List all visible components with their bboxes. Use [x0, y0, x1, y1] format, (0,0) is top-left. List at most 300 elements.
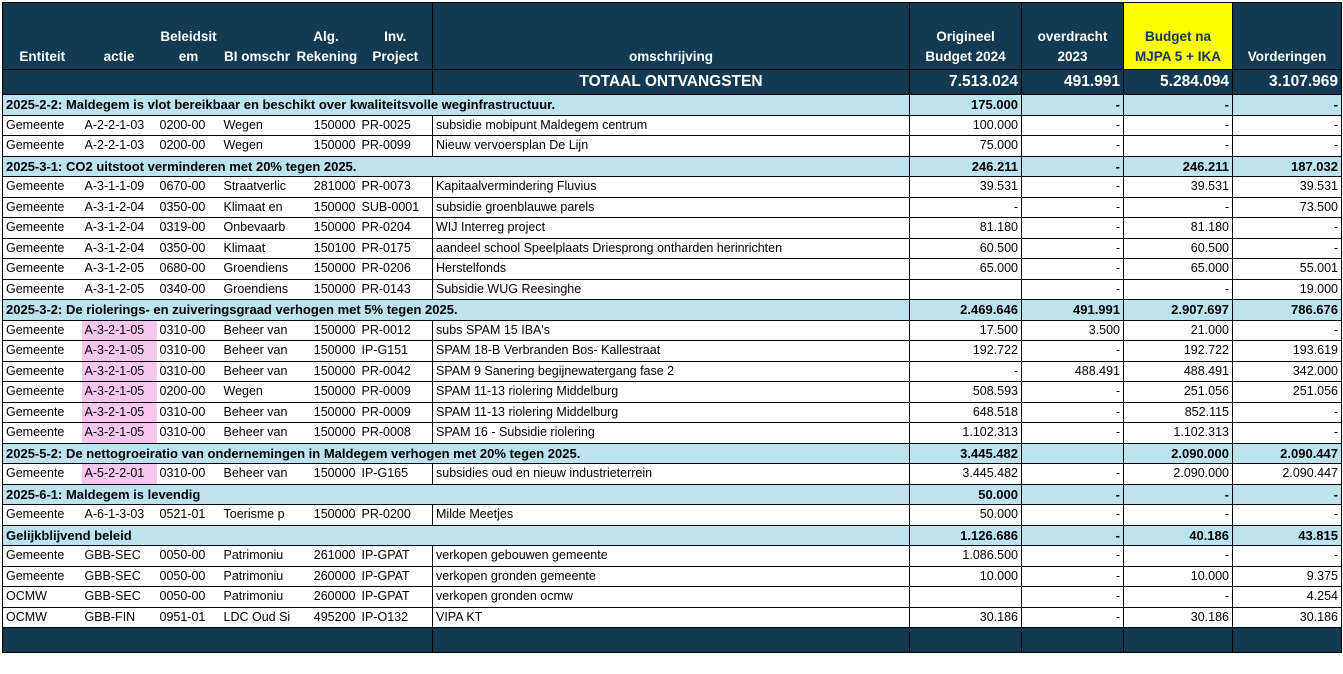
cell-inv-project[interactable]: PR-0012 [359, 320, 433, 341]
cell-actie[interactable]: A-3-1-2-05 [82, 279, 157, 300]
cell-omschrijving[interactable]: SPAM 11-13 riolering Middelburg [433, 402, 910, 423]
section-origineel[interactable]: 2.469.646 [910, 300, 1022, 321]
col-header-beleidsitem[interactable]: Beleidsit em [157, 3, 221, 70]
cell-actie[interactable]: A-3-1-2-04 [82, 197, 157, 218]
cell-bi-omschr[interactable]: Wegen [221, 382, 294, 403]
table-row [3, 587, 1342, 608]
cell-vorderingen[interactable]: 19.000 [1233, 279, 1342, 300]
section-vorderingen[interactable]: 2.090.447 [1233, 443, 1342, 464]
section-title[interactable]: 2025-6-1: Maldegem is levendig [3, 484, 910, 505]
cell-actie[interactable]: A-5-2-2-01 [82, 464, 157, 485]
col-header-actie[interactable]: actie [82, 3, 157, 70]
cell-budget[interactable]: 10.000 [1124, 566, 1233, 587]
cell-bi-omschr[interactable]: Patrimoniu [221, 587, 294, 608]
cell-alg-rekening[interactable]: 260000 [294, 587, 359, 608]
cell-origineel[interactable]: 50.000 [910, 505, 1022, 526]
cell-entiteit[interactable]: Gemeente [3, 259, 82, 280]
section-origineel[interactable]: 50.000 [910, 484, 1022, 505]
cell-origineel[interactable]: 81.180 [910, 218, 1022, 239]
footer-cell[interactable] [1124, 628, 1233, 653]
section-budget[interactable]: 246.211 [1124, 156, 1233, 177]
cell-omschrijving[interactable]: SPAM 18-B Verbranden Bos- Kallestraat [433, 341, 910, 362]
cell-bi-omschr[interactable]: Onbevaarb [221, 218, 294, 239]
cell-budget[interactable]: 488.491 [1124, 361, 1233, 382]
cell-vorderingen[interactable]: 251.056 [1233, 382, 1342, 403]
cell-actie[interactable]: GBB-SEC [82, 566, 157, 587]
section-overdracht[interactable]: - [1022, 525, 1124, 546]
cell-origineel[interactable]: 508.593 [910, 382, 1022, 403]
cell-overdracht[interactable]: - [1022, 341, 1124, 362]
section-vorderingen[interactable]: 786.676 [1233, 300, 1342, 321]
cell-omschrijving[interactable]: verkopen gronden ocmw [433, 587, 910, 608]
cell-actie[interactable]: A-2-2-1-03 [82, 115, 157, 136]
cell-budget[interactable]: 2.090.000 [1124, 464, 1233, 485]
section-header-row [3, 525, 1342, 546]
budget-table [2, 2, 1342, 653]
cell-budget[interactable]: 1.102.313 [1124, 423, 1233, 444]
cell-omschrijving[interactable]: WIJ Interreg project [433, 218, 910, 239]
cell-overdracht[interactable]: - [1022, 546, 1124, 567]
cell-origineel[interactable]: 100.000 [910, 115, 1022, 136]
cell-budget[interactable]: 21.000 [1124, 320, 1233, 341]
cell-inv-project[interactable]: PR-0025 [359, 115, 433, 136]
cell-beleidsitem[interactable]: 0310-00 [157, 423, 221, 444]
cell-actie[interactable]: GBB-SEC [82, 587, 157, 608]
cell-overdracht[interactable]: - [1022, 382, 1124, 403]
cell-inv-project[interactable]: PR-0143 [359, 279, 433, 300]
col-header-vorderingen[interactable]: Vorderingen [1233, 3, 1342, 70]
cell-bi-omschr[interactable]: Beheer van [221, 423, 294, 444]
totals-origineel[interactable]: 7.513.024 [910, 70, 1022, 95]
cell-beleidsitem[interactable]: 0050-00 [157, 566, 221, 587]
cell-origineel[interactable] [910, 587, 1022, 608]
cell-entiteit[interactable]: Gemeente [3, 423, 82, 444]
table-row [3, 136, 1342, 157]
cell-entiteit[interactable]: Gemeente [3, 238, 82, 259]
cell-actie[interactable]: A-3-2-1-05 [82, 341, 157, 362]
cell-actie[interactable]: GBB-FIN [82, 607, 157, 628]
cell-budget[interactable]: - [1124, 136, 1233, 157]
cell-beleidsitem[interactable]: 0340-00 [157, 279, 221, 300]
cell-bi-omschr[interactable]: Beheer van [221, 320, 294, 341]
cell-overdracht[interactable]: - [1022, 607, 1124, 628]
cell-omschrijving[interactable]: Herstelfonds [433, 259, 910, 280]
cell-overdracht[interactable]: - [1022, 238, 1124, 259]
cell-vorderingen[interactable]: - [1233, 238, 1342, 259]
cell-omschrijving[interactable]: SPAM 16 - Subsidie riolering [433, 423, 910, 444]
col-header-inv-project[interactable]: Inv. Project [359, 3, 433, 70]
col-header-bi-omschr[interactable]: BI omschr [221, 3, 294, 70]
cell-vorderingen[interactable]: - [1233, 115, 1342, 136]
section-budget[interactable]: - [1124, 484, 1233, 505]
cell-entiteit[interactable]: Gemeente [3, 505, 82, 526]
cell-bi-omschr[interactable]: Klimaat en [221, 197, 294, 218]
cell-origineel[interactable]: - [910, 361, 1022, 382]
cell-inv-project[interactable]: PR-0009 [359, 382, 433, 403]
section-origineel[interactable]: 246.211 [910, 156, 1022, 177]
cell-omschrijving[interactable]: SPAM 11-13 riolering Middelburg [433, 382, 910, 403]
cell-beleidsitem[interactable]: 0310-00 [157, 361, 221, 382]
cell-entiteit[interactable]: Gemeente [3, 197, 82, 218]
cell-alg-rekening[interactable]: 150000 [294, 197, 359, 218]
col-header-origineel-budget[interactable]: Origineel Budget 2024 [910, 3, 1022, 70]
cell-alg-rekening[interactable]: 150000 [294, 361, 359, 382]
budget-spreadsheet [2, 2, 1341, 653]
cell-origineel[interactable] [910, 279, 1022, 300]
totals-budget[interactable]: 5.284.094 [1124, 70, 1233, 95]
footer-row [3, 628, 1342, 653]
cell-beleidsitem[interactable]: 0200-00 [157, 115, 221, 136]
footer-cell[interactable] [1233, 628, 1342, 653]
section-header-row [3, 95, 1342, 116]
cell-vorderingen[interactable]: 55.001 [1233, 259, 1342, 280]
cell-actie[interactable]: A-3-1-1-09 [82, 177, 157, 198]
cell-bi-omschr[interactable]: Beheer van [221, 464, 294, 485]
table-row [3, 382, 1342, 403]
cell-origineel[interactable]: 3.445.482 [910, 464, 1022, 485]
cell-overdracht[interactable]: - [1022, 423, 1124, 444]
cell-alg-rekening[interactable]: 150000 [294, 423, 359, 444]
section-vorderingen[interactable]: 43.815 [1233, 525, 1342, 546]
cell-origineel[interactable]: 30.186 [910, 607, 1022, 628]
cell-beleidsitem[interactable]: 0310-00 [157, 341, 221, 362]
cell-omschrijving[interactable]: Nieuw vervoersplan De Lijn [433, 136, 910, 157]
section-budget[interactable]: - [1124, 95, 1233, 116]
cell-budget[interactable]: 30.186 [1124, 607, 1233, 628]
cell-alg-rekening[interactable]: 495200 [294, 607, 359, 628]
section-overdracht[interactable]: - [1022, 95, 1124, 116]
cell-budget[interactable]: 65.000 [1124, 259, 1233, 280]
cell-vorderingen[interactable]: 30.186 [1233, 607, 1342, 628]
cell-overdracht[interactable]: - [1022, 197, 1124, 218]
cell-origineel[interactable]: 648.518 [910, 402, 1022, 423]
footer-cell[interactable] [433, 628, 910, 653]
section-title[interactable]: 2025-2-2: Maldegem is vlot bereikbaar en beschikt over kwaliteitsvolle weginfrastructuur. [3, 95, 910, 116]
cell-beleidsitem[interactable]: 0200-00 [157, 136, 221, 157]
cell-budget[interactable]: 39.531 [1124, 177, 1233, 198]
cell-inv-project[interactable]: PR-0204 [359, 218, 433, 239]
cell-inv-project[interactable]: PR-0042 [359, 361, 433, 382]
cell-vorderingen[interactable]: 9.375 [1233, 566, 1342, 587]
cell-budget[interactable]: - [1124, 115, 1233, 136]
cell-alg-rekening[interactable]: 150000 [294, 341, 359, 362]
cell-entiteit[interactable]: Gemeente [3, 218, 82, 239]
cell-overdracht[interactable]: - [1022, 218, 1124, 239]
cell-origineel[interactable]: 17.500 [910, 320, 1022, 341]
section-overdracht[interactable] [1022, 443, 1124, 464]
section-overdracht[interactable]: - [1022, 484, 1124, 505]
cell-overdracht[interactable]: - [1022, 115, 1124, 136]
cell-omschrijving[interactable]: subsidie mobipunt Maldegem centrum [433, 115, 910, 136]
cell-beleidsitem[interactable]: 0521-01 [157, 505, 221, 526]
cell-omschrijving[interactable]: verkopen gebouwen gemeente [433, 546, 910, 567]
cell-omschrijving[interactable]: Subsidie WUG Reesinghe [433, 279, 910, 300]
cell-inv-project[interactable]: IP-G151 [359, 341, 433, 362]
cell-origineel[interactable]: 65.000 [910, 259, 1022, 280]
cell-alg-rekening[interactable]: 260000 [294, 566, 359, 587]
col-header-entiteit[interactable]: Entiteit [3, 3, 82, 70]
cell-omschrijving[interactable]: Kapitaalvermindering Fluvius [433, 177, 910, 198]
cell-entiteit[interactable]: Gemeente [3, 464, 82, 485]
footer-cell[interactable] [910, 628, 1022, 653]
table-body [3, 95, 1342, 628]
cell-omschrijving[interactable]: SPAM 9 Sanering begijnewatergang fase 2 [433, 361, 910, 382]
cell-actie[interactable]: A-3-1-2-04 [82, 218, 157, 239]
cell-beleidsitem[interactable]: 0350-00 [157, 238, 221, 259]
cell-budget[interactable]: - [1124, 505, 1233, 526]
cell-inv-project[interactable]: PR-0206 [359, 259, 433, 280]
section-budget[interactable]: 40.186 [1124, 525, 1233, 546]
section-vorderingen[interactable]: - [1233, 95, 1342, 116]
cell-inv-project[interactable]: IP-O132 [359, 607, 433, 628]
cell-vorderingen[interactable]: - [1233, 546, 1342, 567]
cell-beleidsitem[interactable]: 0310-00 [157, 320, 221, 341]
section-header-row [3, 300, 1342, 321]
cell-alg-rekening[interactable]: 150000 [294, 402, 359, 423]
section-overdracht[interactable]: 491.991 [1022, 300, 1124, 321]
cell-budget[interactable]: - [1124, 546, 1233, 567]
cell-overdracht[interactable]: - [1022, 402, 1124, 423]
cell-actie[interactable]: A-3-1-2-04 [82, 238, 157, 259]
cell-overdracht[interactable]: - [1022, 259, 1124, 280]
cell-bi-omschr[interactable]: Beheer van [221, 361, 294, 382]
cell-alg-rekening[interactable]: 150000 [294, 218, 359, 239]
cell-vorderingen[interactable]: 39.531 [1233, 177, 1342, 198]
cell-origineel[interactable]: 60.500 [910, 238, 1022, 259]
cell-alg-rekening[interactable]: 150000 [294, 259, 359, 280]
cell-entiteit[interactable]: Gemeente [3, 136, 82, 157]
cell-inv-project[interactable]: IP-GPAT [359, 546, 433, 567]
cell-inv-project[interactable]: PR-0175 [359, 238, 433, 259]
cell-beleidsitem[interactable]: 0050-00 [157, 587, 221, 608]
cell-bi-omschr[interactable]: Patrimoniu [221, 566, 294, 587]
section-origineel[interactable]: 1.126.686 [910, 525, 1022, 546]
cell-vorderingen[interactable]: 4.254 [1233, 587, 1342, 608]
cell-vorderingen[interactable]: - [1233, 320, 1342, 341]
cell-entiteit[interactable]: Gemeente [3, 361, 82, 382]
section-title[interactable]: 2025-3-2: De riolerings- en zuiveringsgraad verhogen met 5% tegen 2025. [3, 300, 910, 321]
cell-actie[interactable]: A-3-2-1-05 [82, 320, 157, 341]
table-row [3, 320, 1342, 341]
cell-alg-rekening[interactable]: 150000 [294, 505, 359, 526]
section-header-row [3, 443, 1342, 464]
cell-bi-omschr[interactable]: LDC Oud Si [221, 607, 294, 628]
cell-vorderingen[interactable]: - [1233, 402, 1342, 423]
cell-budget[interactable]: 852.115 [1124, 402, 1233, 423]
section-title[interactable]: 2025-5-2: De nettogroeiratio van ondernemingen in Maldegem verhogen met 20% tegen 2025. [3, 443, 910, 464]
footer-cell[interactable] [1022, 628, 1124, 653]
cell-overdracht[interactable]: - [1022, 587, 1124, 608]
cell-bi-omschr[interactable]: Straatverlic [221, 177, 294, 198]
cell-entiteit[interactable]: Gemeente [3, 320, 82, 341]
totals-overdracht[interactable]: 491.991 [1022, 70, 1124, 95]
totals-vorderingen[interactable]: 3.107.969 [1233, 70, 1342, 95]
cell-origineel[interactable]: - [910, 197, 1022, 218]
section-vorderingen[interactable]: - [1233, 484, 1342, 505]
cell-bi-omschr[interactable]: Wegen [221, 136, 294, 157]
cell-overdracht[interactable]: - [1022, 279, 1124, 300]
cell-beleidsitem[interactable]: 0310-00 [157, 402, 221, 423]
cell-actie[interactable]: A-3-2-1-05 [82, 382, 157, 403]
cell-alg-rekening[interactable]: 150000 [294, 136, 359, 157]
cell-entiteit[interactable]: OCMW [3, 607, 82, 628]
cell-omschrijving[interactable]: Milde Meetjes [433, 505, 910, 526]
cell-omschrijving[interactable]: subsidies oud en nieuw industrieterrein [433, 464, 910, 485]
table-row [3, 607, 1342, 628]
table-row [3, 197, 1342, 218]
table-row [3, 279, 1342, 300]
section-header-row [3, 156, 1342, 177]
cell-beleidsitem[interactable]: 0050-00 [157, 546, 221, 567]
table-row [3, 238, 1342, 259]
cell-overdracht[interactable]: - [1022, 566, 1124, 587]
cell-actie[interactable]: A-3-2-1-05 [82, 361, 157, 382]
cell-beleidsitem[interactable]: 0951-01 [157, 607, 221, 628]
cell-actie[interactable]: A-3-2-1-05 [82, 402, 157, 423]
cell-beleidsitem[interactable]: 0200-00 [157, 382, 221, 403]
cell-origineel[interactable]: 192.722 [910, 341, 1022, 362]
cell-omschrijving[interactable]: subsidie groenblauwe parels [433, 197, 910, 218]
cell-entiteit[interactable]: Gemeente [3, 382, 82, 403]
cell-alg-rekening[interactable]: 281000 [294, 177, 359, 198]
table-row [3, 259, 1342, 280]
cell-alg-rekening[interactable]: 150000 [294, 382, 359, 403]
cell-beleidsitem[interactable]: 0319-00 [157, 218, 221, 239]
cell-budget[interactable]: - [1124, 279, 1233, 300]
cell-actie[interactable]: A-3-2-1-05 [82, 423, 157, 444]
cell-bi-omschr[interactable]: Groendiens [221, 279, 294, 300]
cell-inv-project[interactable]: IP-GPAT [359, 566, 433, 587]
cell-vorderingen[interactable]: - [1233, 423, 1342, 444]
table-row [3, 402, 1342, 423]
cell-origineel[interactable]: 1.086.500 [910, 546, 1022, 567]
cell-bi-omschr[interactable]: Toerisme p [221, 505, 294, 526]
section-budget[interactable]: 2.907.697 [1124, 300, 1233, 321]
cell-bi-omschr[interactable]: Beheer van [221, 341, 294, 362]
cell-inv-project[interactable]: PR-0099 [359, 136, 433, 157]
totals-spacer-cell[interactable] [3, 70, 433, 95]
cell-beleidsitem[interactable]: 0670-00 [157, 177, 221, 198]
cell-beleidsitem[interactable]: 0350-00 [157, 197, 221, 218]
cell-vorderingen[interactable]: - [1233, 505, 1342, 526]
cell-vorderingen[interactable]: 73.500 [1233, 197, 1342, 218]
totals-row [3, 70, 1342, 95]
section-header-row [3, 484, 1342, 505]
header-row [3, 3, 1342, 70]
cell-omschrijving[interactable]: aandeel school Speelplaats Driesprong ontharden herinrichten [433, 238, 910, 259]
cell-inv-project[interactable]: PR-0073 [359, 177, 433, 198]
footer-cell[interactable] [3, 628, 433, 653]
cell-origineel[interactable]: 10.000 [910, 566, 1022, 587]
section-budget[interactable]: 2.090.000 [1124, 443, 1233, 464]
totals-label[interactable]: TOTAAL ONTVANGSTEN [433, 70, 910, 95]
cell-bi-omschr[interactable]: Wegen [221, 115, 294, 136]
cell-budget[interactable]: 60.500 [1124, 238, 1233, 259]
cell-alg-rekening[interactable]: 150000 [294, 279, 359, 300]
section-origineel[interactable]: 175.000 [910, 95, 1022, 116]
cell-inv-project[interactable]: PR-0200 [359, 505, 433, 526]
cell-entiteit[interactable]: Gemeente [3, 402, 82, 423]
cell-budget[interactable]: - [1124, 587, 1233, 608]
cell-vorderingen[interactable]: - [1233, 136, 1342, 157]
cell-beleidsitem[interactable]: 0310-00 [157, 464, 221, 485]
cell-actie[interactable]: A-6-1-3-03 [82, 505, 157, 526]
col-header-omschrijving[interactable]: omschrijving [433, 3, 910, 70]
cell-omschrijving[interactable]: subs SPAM 15 IBA's [433, 320, 910, 341]
section-title[interactable]: 2025-3-1: CO2 uitstoot verminderen met 20% tegen 2025. [3, 156, 910, 177]
cell-beleidsitem[interactable]: 0680-00 [157, 259, 221, 280]
cell-budget[interactable]: 192.722 [1124, 341, 1233, 362]
cell-overdracht[interactable]: 3.500 [1022, 320, 1124, 341]
cell-bi-omschr[interactable]: Groendiens [221, 259, 294, 280]
cell-overdracht[interactable]: 488.491 [1022, 361, 1124, 382]
section-title[interactable]: Gelijkblijvend beleid [3, 525, 910, 546]
table-row [3, 423, 1342, 444]
cell-entiteit[interactable]: OCMW [3, 587, 82, 608]
cell-alg-rekening[interactable]: 150000 [294, 464, 359, 485]
cell-omschrijving[interactable]: verkopen gronden gemeente [433, 566, 910, 587]
cell-alg-rekening[interactable]: 261000 [294, 546, 359, 567]
cell-vorderingen[interactable]: 193.619 [1233, 341, 1342, 362]
cell-budget[interactable]: - [1124, 197, 1233, 218]
cell-origineel[interactable]: 75.000 [910, 136, 1022, 157]
section-overdracht[interactable]: - [1022, 156, 1124, 177]
cell-entiteit[interactable]: Gemeente [3, 115, 82, 136]
cell-entiteit[interactable]: Gemeente [3, 341, 82, 362]
col-header-budget-na-mjpa[interactable]: Budget na MJPA 5 + IKA [1124, 3, 1233, 70]
cell-vorderingen[interactable]: 342.000 [1233, 361, 1342, 382]
cell-entiteit[interactable]: Gemeente [3, 279, 82, 300]
section-vorderingen[interactable]: 187.032 [1233, 156, 1342, 177]
cell-vorderingen[interactable]: - [1233, 218, 1342, 239]
cell-inv-project[interactable]: PR-0008 [359, 423, 433, 444]
cell-budget[interactable]: 251.056 [1124, 382, 1233, 403]
cell-overdracht[interactable]: - [1022, 464, 1124, 485]
cell-overdracht[interactable]: - [1022, 177, 1124, 198]
cell-alg-rekening[interactable]: 150000 [294, 115, 359, 136]
cell-alg-rekening[interactable]: 150100 [294, 238, 359, 259]
cell-inv-project[interactable]: IP-G165 [359, 464, 433, 485]
cell-entiteit[interactable]: Gemeente [3, 546, 82, 567]
cell-inv-project[interactable]: SUB-0001 [359, 197, 433, 218]
cell-inv-project[interactable]: PR-0009 [359, 402, 433, 423]
table-row [3, 505, 1342, 526]
cell-inv-project[interactable]: IP-GPAT [359, 587, 433, 608]
table-row [3, 464, 1342, 485]
cell-entiteit[interactable]: Gemeente [3, 566, 82, 587]
cell-origineel[interactable]: 39.531 [910, 177, 1022, 198]
cell-actie[interactable]: A-3-1-2-05 [82, 259, 157, 280]
cell-entiteit[interactable]: Gemeente [3, 177, 82, 198]
cell-bi-omschr[interactable]: Patrimoniu [221, 546, 294, 567]
col-header-overdracht[interactable]: overdracht 2023 [1022, 3, 1124, 70]
cell-origineel[interactable]: 1.102.313 [910, 423, 1022, 444]
cell-alg-rekening[interactable]: 150000 [294, 320, 359, 341]
cell-overdracht[interactable]: - [1022, 136, 1124, 157]
section-origineel[interactable]: 3.445.482 [910, 443, 1022, 464]
cell-bi-omschr[interactable]: Klimaat [221, 238, 294, 259]
table-row [3, 341, 1342, 362]
table-row [3, 218, 1342, 239]
cell-vorderingen[interactable]: 2.090.447 [1233, 464, 1342, 485]
cell-actie[interactable]: GBB-SEC [82, 546, 157, 567]
cell-budget[interactable]: 81.180 [1124, 218, 1233, 239]
cell-bi-omschr[interactable]: Beheer van [221, 402, 294, 423]
cell-actie[interactable]: A-2-2-1-03 [82, 136, 157, 157]
cell-omschrijving[interactable]: VIPA KT [433, 607, 910, 628]
cell-overdracht[interactable]: - [1022, 505, 1124, 526]
col-header-alg-rekening[interactable]: Alg. Rekening [294, 3, 359, 70]
